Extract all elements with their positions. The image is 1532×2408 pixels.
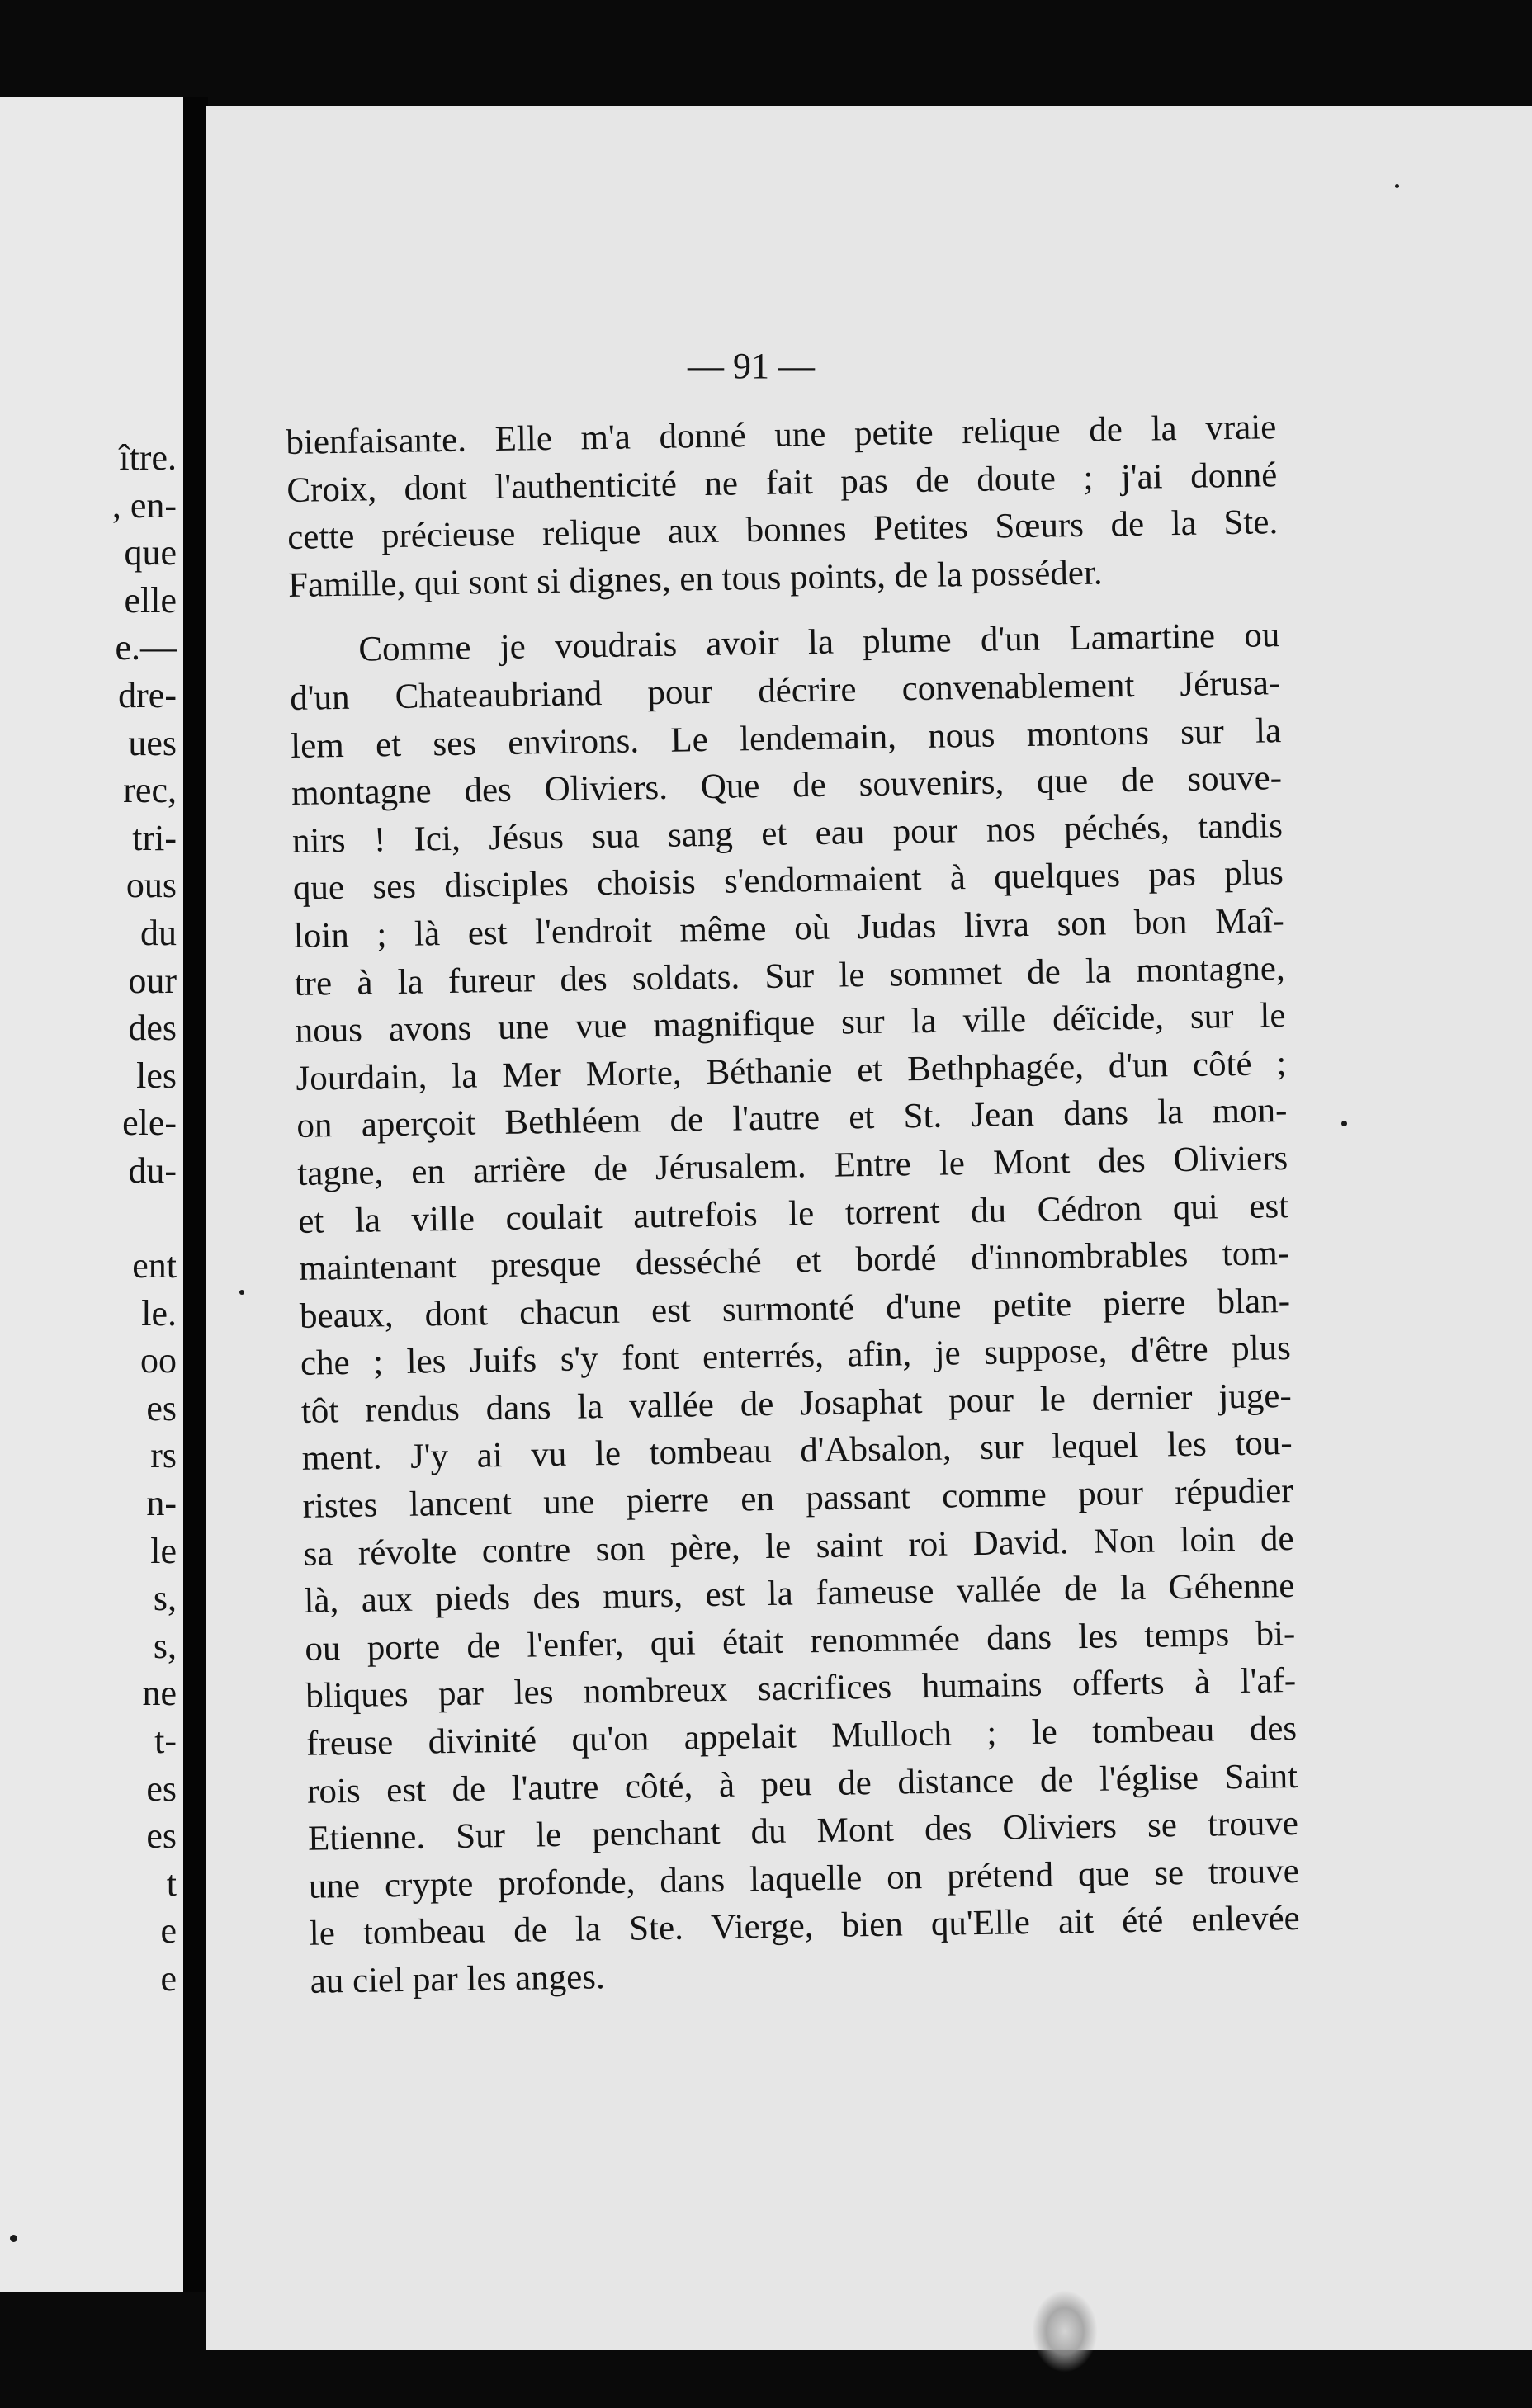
left-fragment (112, 1195, 177, 1243)
text-line: Famille, qui sont si dignes, en tous points, de la posséder. (287, 553, 1103, 605)
left-fragment: ele- (122, 1102, 177, 1144)
text-line: bliques par les nombreux sacrifices humains offerts à l'af- (305, 1661, 1297, 1716)
left-fragment: ne (142, 1673, 177, 1714)
left-fragment: ous (125, 865, 177, 906)
scan-speck (1395, 184, 1399, 188)
book-gutter (183, 97, 208, 2292)
left-fragment: es (146, 1387, 177, 1428)
text-line: ment. J'y ai vu le tombeau d'Absalon, sur lequel les tou- (301, 1424, 1293, 1479)
text-line: une crypte profonde, dans laquelle on prétend que se trouve (308, 1851, 1300, 1906)
left-fragment: s, (153, 1625, 177, 1666)
text-line: freuse divinité qu'on appelait Mulloch ; le tombeau des (305, 1708, 1298, 1764)
left-fragment: ître. (119, 437, 177, 478)
text-line: loin ; là est l'endroit même où Judas livra son bon Maî- (293, 901, 1285, 956)
left-fragment: n- (146, 1483, 177, 1524)
text-line: le tombeau de la Ste. Vierge, bien qu'Elle ait été enlevée (309, 1899, 1301, 1954)
left-facing-page (0, 97, 183, 2292)
scan-speck (1341, 1121, 1347, 1126)
left-fragment: t- (154, 1721, 177, 1762)
left-fragment: dre- (118, 674, 177, 715)
left-fragment: tri- (132, 817, 177, 858)
text-line: nirs ! Ici, Jésus sua sang et eau pour nos péchés, tandis (291, 805, 1284, 861)
text-line: cette précieuse relique aux bonnes Petites Sœurs de la Ste. (286, 503, 1279, 558)
text-line: Etienne. Sur le penchant du Mont des Oliviers se trouve (307, 1804, 1299, 1859)
left-fragment: oo (140, 1340, 177, 1381)
text-line: sa révolte contre son père, le saint roi David. Non loin de (303, 1518, 1294, 1574)
left-fragment: ent (132, 1245, 177, 1287)
text-line: et la ville coulait autrefois le torrent du Cédron qui est (297, 1186, 1289, 1241)
body-text (286, 404, 1301, 2005)
text-line: d'un Chateaubriand pour décrire convenablement Jérusa- (289, 663, 1281, 718)
left-fragment: rs (150, 1435, 177, 1476)
left-fragment: du- (128, 1150, 177, 1191)
page-number: — 91 — (688, 346, 815, 386)
left-fragment: le. (141, 1292, 177, 1334)
left-fragment: e (160, 1910, 177, 1952)
text-line: ristes lancent une pierre en passant comme pour répudier (302, 1471, 1293, 1526)
left-fragment: e.— (115, 627, 177, 668)
left-fragment: ues (128, 722, 177, 763)
text-line: lem et ses environs. Le lendemain, nous montons sur la (290, 711, 1282, 766)
left-fragment: le (150, 1530, 177, 1571)
left-fragment: our (128, 960, 177, 1001)
left-fragment: des (128, 1008, 177, 1049)
text-line: au ciel par les anges. (310, 1957, 606, 2001)
scan-speck (10, 2235, 17, 2242)
text-line: tagne, en arrière de Jérusalem. Entre le Mont des Oliviers (296, 1138, 1288, 1193)
right-page (206, 106, 1532, 2350)
scan-speck (239, 1290, 244, 1295)
text-line: nous avons une vue magnifique sur la ville déïcide, sur le (295, 996, 1286, 1051)
scan-smudge (1032, 2290, 1098, 2373)
left-fragment: s, (153, 1578, 177, 1619)
text-line: tôt rendus dans la vallée de Josaphat pour le dernier juge- (300, 1376, 1293, 1431)
text-line: Jourdain, la Mer Morte, Béthanie et Bethphagée, d'un côté ; (296, 1043, 1287, 1098)
text-line: tre à la fureur des soldats. Sur le sommet de la montagne, (294, 948, 1285, 1003)
left-fragment: du (140, 912, 177, 953)
text-line: beaux, dont chacun est surmonté d'une petite pierre blan- (299, 1281, 1291, 1336)
left-fragment: , en- (111, 484, 177, 526)
text-line: bienfaisante. Elle m'a donné une petite relique de la vraie (286, 408, 1277, 462)
text-line: ou porte de l'enfer, qui était renommée dans les temps bi- (305, 1613, 1296, 1669)
text-line: on aperçoit Bethléem de l'autre et St. Jean dans la mon- (296, 1091, 1288, 1146)
text-line: que ses disciples choisis s'endormaient à quelques pas plus (292, 853, 1284, 909)
left-page-text-fragments (112, 434, 177, 2003)
text-line: Croix, dont l'authenticité ne fait pas de doute ; j'ai donné (286, 455, 1278, 510)
left-fragment: elle (124, 579, 177, 621)
text-line: là, aux pieds des murs, est la fameuse vallée de la Géhenne (304, 1566, 1295, 1622)
left-fragment: que (124, 532, 177, 574)
text-line: maintenant presque desséché et bordé d'innombrables tom- (298, 1234, 1290, 1288)
text-line: rois est de l'autre côté, à peu de distance de l'église Saint (306, 1756, 1298, 1811)
left-fragment: es (146, 1768, 177, 1809)
text-line: Comme je voudrais avoir la plume d'un Lamartine ou (358, 616, 1280, 670)
text-line: che ; les Juifs s'y font enterrés, afin, je suppose, d'être plus (300, 1329, 1292, 1384)
left-fragment: les (136, 1055, 177, 1096)
text-line: montagne des Oliviers. Que de souvenirs, que de souve- (291, 758, 1283, 814)
left-fragment: rec, (123, 770, 177, 811)
left-fragment: es (146, 1815, 177, 1857)
left-fragment: t (166, 1863, 177, 1904)
left-fragment: e (160, 1958, 177, 1999)
